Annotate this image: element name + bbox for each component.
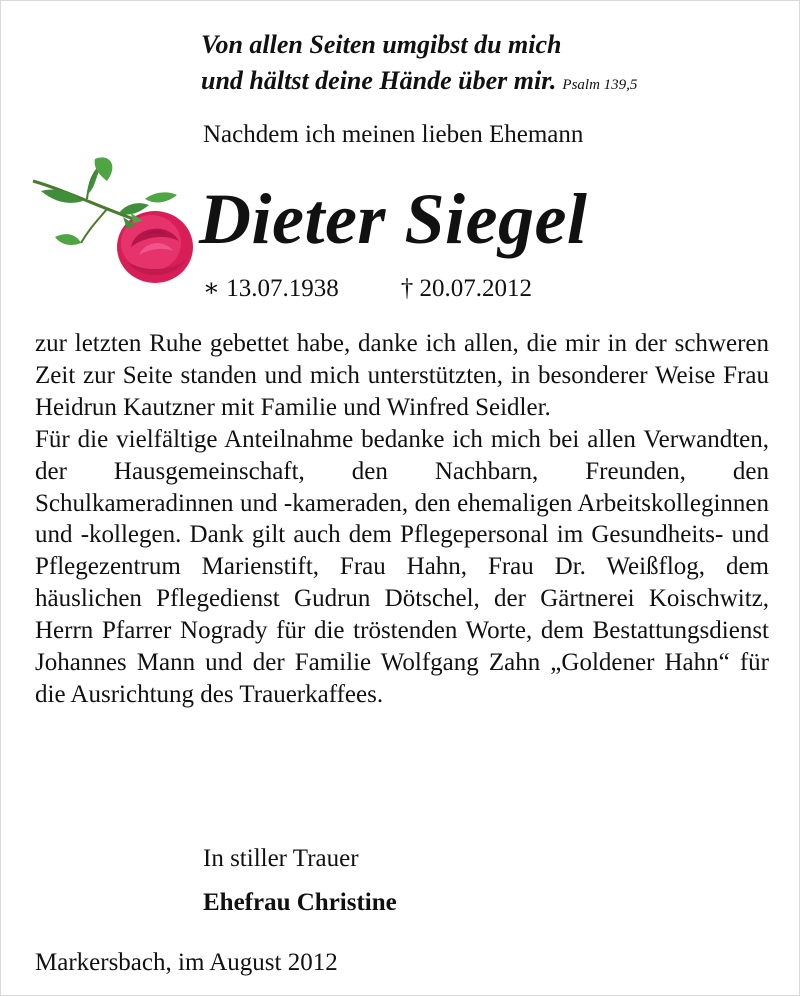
thanks-paragraph-2: Für die vielfältige Anteilnahme bedanke ich mich bei allen Verwandten, der Hausgemeinschaft, den Nachbarn, Freunden, den Schulkameradinnen und -kameraden, den ehemaligen Arbeitskolleginnen und -kollegen. Dank gilt auch dem Pflegepersonal im Gesundheits- und Pflegezentrum Marienstift, Frau Hahn, Frau Dr. Weißflog, dem häuslichen Pflegedienst Gudrun Dötschel, der Gärtnerei Koischwitz, Herrn Pfarrer Nogrady für die tröstenden Worte, dem Bestattungsdienst Johannes Mann und der Familie Wolfgang Zahn „Goldener Hahn“ für die Ausrichtung des Trauerkaffees. <box>35 425 769 708</box>
quote-line-2 <box>201 63 781 103</box>
psalm-quote <box>201 27 781 103</box>
quote-line-2-text: und hältst deine Hände über mir. <box>201 66 557 95</box>
birth-date: ∗ 13.07.1938 <box>203 275 339 302</box>
thanks-paragraph-1: zur letzten Ruhe gebettet habe, danke ich allen, die mir in der schweren Zeit zur Seite standen und mich unterstützten, in besonderer Weise Frau Heidrun Kautzner mit Familie und Winfred Seidler. <box>35 330 769 421</box>
quote-line-1: Von allen Seiten umgibst du mich <box>201 30 562 59</box>
life-dates <box>203 273 532 305</box>
thanks-text <box>35 328 769 711</box>
death-date: † 20.07.2012 <box>400 275 532 302</box>
intro-text: Nachdem ich meinen lieben Ehemann <box>203 121 584 148</box>
deceased-name: Dieter Siegel <box>199 179 588 259</box>
signer-name: Ehefrau Christine <box>203 889 397 916</box>
quote-source: Psalm 139,5 <box>562 77 638 93</box>
rose-icon <box>27 151 197 291</box>
closing-line: In stiller Trauer <box>203 845 359 872</box>
place-and-date: Markersbach, im August 2012 <box>35 949 338 976</box>
